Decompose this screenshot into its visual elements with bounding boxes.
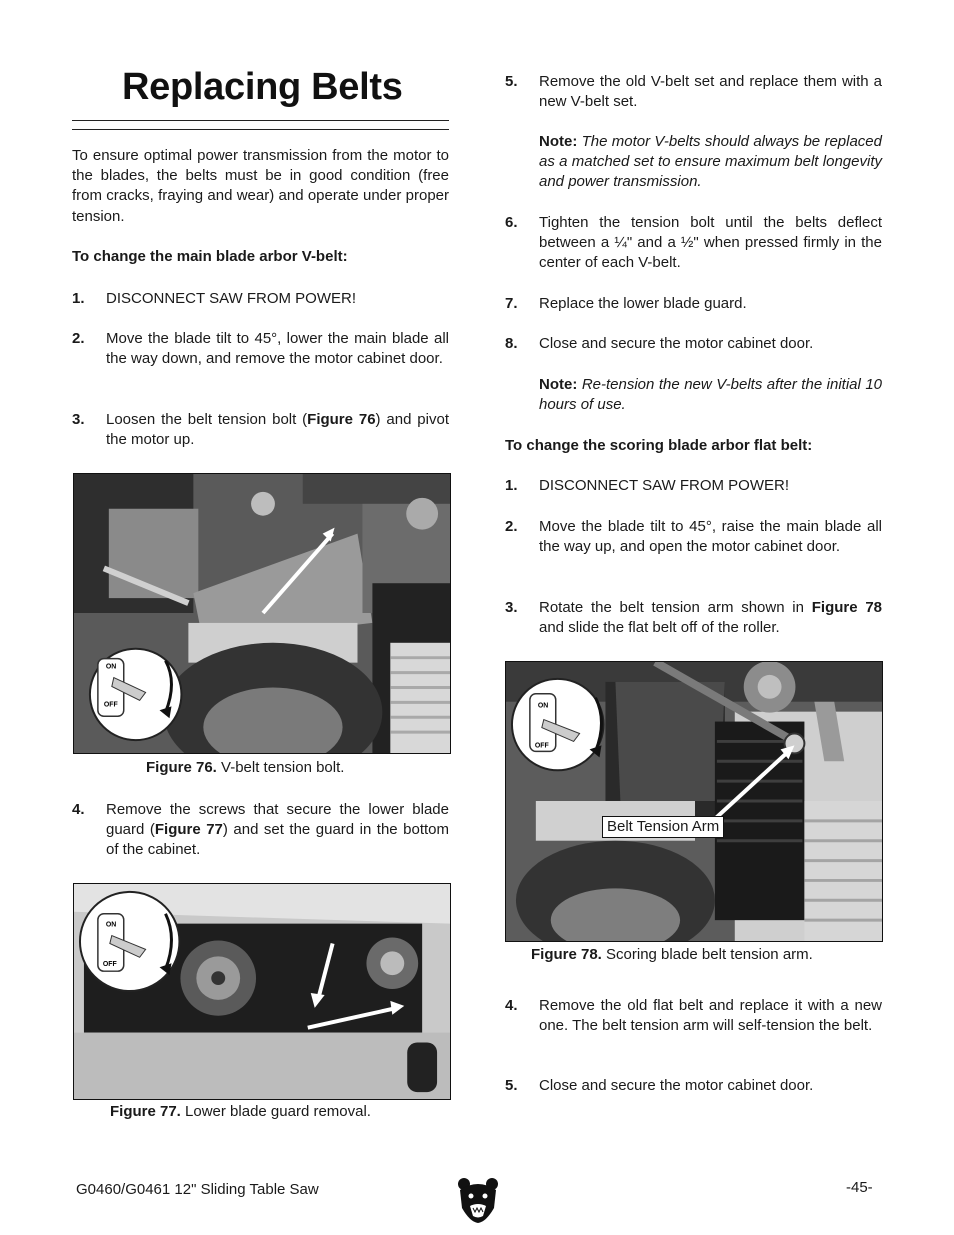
step-number: 5.	[505, 1077, 518, 1094]
figure-77-caption-text: Lower blade guard removal.	[185, 1103, 371, 1120]
figure-78-caption	[531, 945, 813, 965]
figure-78-caption-text: Scoring blade belt tension arm.	[606, 946, 813, 963]
switch-off-label: OFF	[534, 742, 549, 750]
scoring-step-5	[505, 1076, 882, 1096]
footer-model: G0460/G0461 12" Sliding Table Saw	[76, 1181, 319, 1198]
figure-77-photo	[73, 883, 451, 1100]
step-text	[106, 410, 449, 450]
main-step-4	[72, 800, 449, 861]
main-step-3	[72, 410, 449, 450]
step-number: 1.	[72, 290, 85, 307]
step-number: 2.	[72, 330, 85, 347]
main-step-8	[505, 334, 882, 354]
step-number: 8.	[505, 335, 518, 352]
scoring-step-2	[505, 517, 882, 557]
note-label: Note:	[539, 376, 578, 393]
step-text: DISCONNECT SAW FROM POWER!	[539, 477, 790, 494]
figure-77-label: Figure 77.	[110, 1103, 181, 1120]
figure-76-reference: Figure 76	[307, 411, 376, 428]
figure-76-label: Figure 76.	[146, 759, 217, 776]
step-number: 3.	[72, 411, 85, 428]
step-number: 5.	[505, 73, 518, 90]
step-text-pre: Loosen the belt tension bolt (	[106, 411, 308, 428]
figure-78-photo	[505, 661, 883, 942]
lower-blade-guard-photo	[74, 884, 450, 1099]
scoring-section-heading: To change the scoring blade arbor flat belt:	[505, 437, 813, 454]
step-text: DISCONNECT SAW FROM POWER!	[106, 290, 357, 307]
scoring-step-1	[505, 476, 882, 496]
step-text	[106, 800, 449, 861]
step-number: 1.	[505, 477, 518, 494]
main-step-7	[505, 294, 882, 314]
step-text-post: ) and pivot the motor up.	[106, 411, 449, 449]
note-text: Re-tension the new V-belts after the initial 10 hours of use.	[539, 376, 882, 414]
step-number: 2.	[505, 518, 518, 535]
step-text-pre: Remove the screws that secure the lower blade guard (	[106, 801, 449, 839]
figure-78-label: Figure 78.	[531, 946, 602, 963]
step-number: 4.	[505, 997, 518, 1014]
switch-on-label: ON	[537, 702, 549, 710]
v-belt-tension-bolt-photo	[74, 474, 450, 753]
figure-76-caption-text: V-belt tension bolt.	[221, 759, 345, 776]
scoring-step-3	[505, 598, 882, 638]
step-text: Remove the old flat belt and replace it with a new one. The belt tension arm will self-tension the belt.	[539, 997, 882, 1035]
step-number: 4.	[72, 801, 85, 818]
figure-76-photo	[73, 473, 451, 754]
note-label: Note:	[539, 133, 578, 150]
step-text-post: and slide the flat belt off of the roller.	[539, 619, 780, 637]
switch-on-label: ON	[105, 663, 117, 671]
step-text: Move the blade tilt to 45°, lower the main blade all the way down, and remove the motor cabinet door.	[106, 330, 449, 368]
step-text: Remove the old V-belt set and replace them with a new V-belt set.	[539, 73, 882, 111]
figure-77-caption	[110, 1102, 371, 1122]
figure-76-caption	[146, 758, 344, 778]
note-matched-set	[539, 132, 882, 193]
scoring-step-4	[505, 996, 882, 1036]
step-text: Move the blade tilt to 45°, raise the main blade all the way up, and open the motor cabinet door.	[539, 518, 882, 556]
bear-logo-icon	[456, 1174, 500, 1224]
main-section-heading: To change the main blade arbor V-belt:	[72, 248, 348, 265]
step-text-pre: Rotate the belt tension arm shown in	[539, 599, 812, 616]
title-rule-top	[72, 120, 449, 121]
main-step-1	[72, 289, 449, 309]
step-text: Tighten the tension bolt until the belts deflect between a ¼" and a ½" when pressed firmly in the center of each V-belt.	[539, 214, 882, 272]
page-number: -45-	[846, 1179, 873, 1196]
main-step-6	[505, 213, 882, 274]
switch-off-label: OFF	[103, 701, 118, 709]
page-title: Replacing Belts	[122, 66, 403, 108]
figure-77-reference: Figure 77	[154, 821, 223, 839]
main-step-5	[505, 72, 882, 112]
belt-tension-arm-photo	[506, 662, 882, 941]
title-rule-bottom	[72, 129, 449, 130]
step-text: Close and secure the motor cabinet door.	[539, 1077, 814, 1094]
step-number: 3.	[505, 599, 518, 616]
step-text	[539, 598, 882, 638]
switch-on-label: ON	[105, 921, 117, 929]
main-step-2	[72, 329, 449, 369]
belt-tension-arm-callout: Belt Tension Arm	[602, 816, 724, 838]
figure-78-reference: Figure 78	[811, 599, 883, 616]
step-text: Close and secure the motor cabinet door.	[539, 335, 814, 352]
intro-paragraph: To ensure optimal power transmission from the motor to the blades, the belts must be in good condition (free from cracks, fraying and wear) and operate under proper tension.	[72, 147, 449, 225]
note-text: The motor V-belts should always be replaced as a matched set to ensure maximum belt longevity and power transmission.	[539, 133, 882, 191]
step-number: 7.	[505, 295, 518, 312]
switch-off-label: OFF	[102, 961, 117, 969]
step-text: Replace the lower blade guard.	[539, 295, 747, 312]
step-text-post: ) and set the guard in the bottom of the cabinet.	[106, 821, 450, 859]
step-number: 6.	[505, 214, 518, 231]
note-retension	[539, 375, 882, 415]
